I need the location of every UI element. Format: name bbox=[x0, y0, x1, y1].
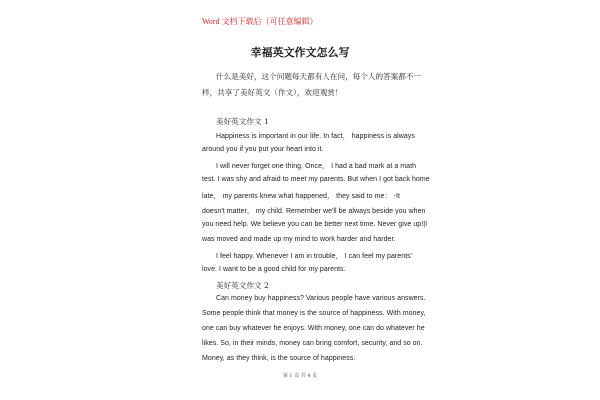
download-note: Word 文档下载后（可任意编辑） bbox=[202, 17, 318, 26]
essay1-line-6: doesn't matter， my child. Remember we'll be always beside you when bbox=[202, 208, 426, 215]
essay1-line-1: Happiness is important in our life. In fact， happiness is always bbox=[216, 133, 415, 140]
essay2-line-1: Can money buy happiness? Various people have various answers. bbox=[216, 295, 426, 302]
essay1-line-7: you need help. We believe you can be better next time. Never give up!|I bbox=[202, 221, 428, 228]
page-number: 第 1 页 共 4 页 bbox=[282, 373, 318, 379]
essay2-line-4: likes. So, in their minds, money can bring comfort, security, and so on. bbox=[202, 340, 423, 347]
essay1-line-5: late， my parents knew what happened， they said to me： -It bbox=[202, 193, 400, 200]
intro-line-1: 什么是美好，这个问题每天都有人在问，每个人的答案都不一 bbox=[216, 72, 422, 81]
essay1-line-9: I feel happy. Whenever I am in trouble， I can feel my parents' bbox=[216, 253, 413, 260]
essay1-line-10: love. I want to be a good child for my parents. bbox=[202, 266, 346, 273]
essay1-line-4: test. I was shy and afraid to meet my parents. But when I got back home bbox=[202, 176, 430, 183]
document-title: 幸福英文作文怎么写 bbox=[250, 46, 350, 59]
essay1-line-3: I will never forget one thing. Once， I had a bad mark at a math bbox=[216, 163, 417, 170]
essay2-line-2: Some people think that money is the source of happiness. With money, bbox=[202, 310, 426, 317]
essay2-heading: 美好英文作文 2 bbox=[216, 281, 269, 290]
essay1-line-2: around you if you put your heart into it. bbox=[202, 146, 324, 153]
essay1-heading: 美好英文作文 1 bbox=[216, 117, 269, 126]
intro-line-2: 样，共享了美好英文（作文），欢迎观赏！ bbox=[202, 88, 343, 97]
essay2-line-5: Money, as they think, is the source of happiness. bbox=[202, 355, 356, 362]
essay2-line-3: one can buy whatever he enjoys. With money, one can do whatever he bbox=[202, 325, 425, 332]
essay1-line-8: was moved and made up my mind to work harder and harder. bbox=[202, 236, 396, 243]
